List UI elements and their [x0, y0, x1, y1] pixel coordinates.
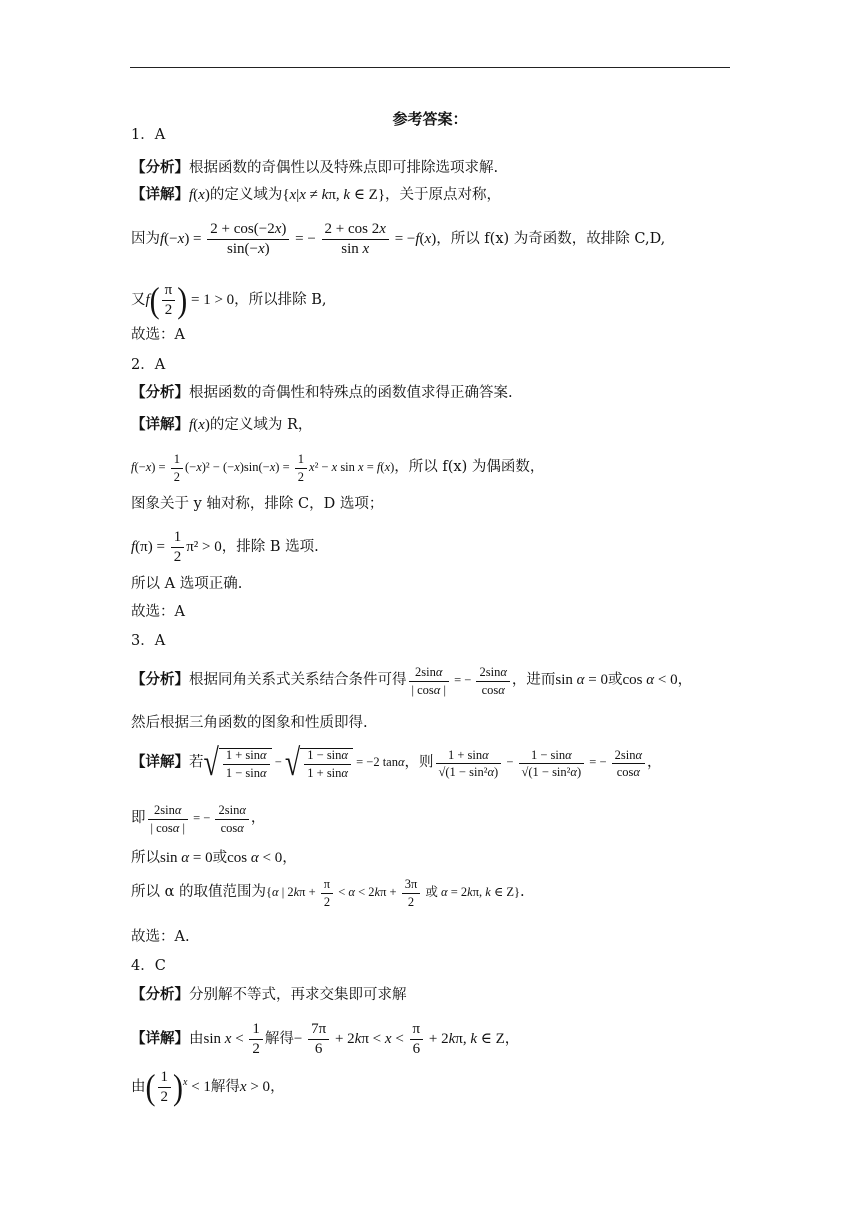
q3-detail-line1: 【详解】若√ $\frac{1 + \sin\alpha}{1 - \sin\alpha}$ − √ $\frac{1 - \sin\alpha}{1 + \sin\alpha}$ = −2 tanα，则 $\frac{1 + \sin\alpha}{\text{√(1 − sin²α)}}$ − $\frac{1 - \sin\alpha}{\text{√(1 − sin²α)}}$ = − $\frac{2\sin\alpha}{\cos\alpha}$ ，: [131, 741, 662, 784]
analysis-tag: 【分析】: [131, 670, 189, 688]
then-text: ，则: [404, 754, 434, 771]
you-text: 由: [131, 1078, 146, 1095]
q4-analysis: [131, 988, 407, 1003]
q3-number: 3．A: [131, 633, 166, 649]
q4-number: 4．C: [131, 958, 166, 974]
q3-analysis: 【分析】根据同角关系式关系结合条件可得 $\frac{2\sin\alpha}{| \cos\alpha |}$ = − $\frac{2\sin\alpha}{\cos\alpha}$ ，进而sin α = 0或cos α < 0，: [131, 665, 693, 697]
q2-analysis: [131, 386, 513, 401]
because-text: 因为: [131, 230, 160, 247]
or-text: 或: [608, 671, 623, 688]
analysis-text: 根据同角关系式关系结合条件可得: [189, 671, 407, 688]
detail-tag: 【详解】: [131, 1029, 189, 1047]
jiede-text: 解得: [264, 1030, 294, 1047]
q1-symmetric-text: ，关于原点对称，: [385, 187, 502, 203]
range-prefix: 所以 α 的取值范围为: [131, 883, 267, 900]
detail-tag: 【详解】: [131, 753, 189, 771]
analysis-text: 分别解不等式，再求交集即可求解: [189, 987, 407, 1003]
header-rule: [130, 67, 730, 68]
if-text: 若: [189, 754, 204, 771]
q2-domain-text: 的定义域为 R，: [209, 417, 313, 433]
q1-detail-line3: 又f( $\frac{\pi}{2}$ ) = 1 > 0，所以排除 B,: [131, 280, 327, 320]
q2-symmetry: 图象关于 y 轴对称，排除 C，D 选项；: [131, 496, 384, 512]
or-text: 或: [212, 850, 228, 866]
analysis-text: 根据函数的奇偶性和特殊点的函数值求得正确答案.: [189, 385, 513, 401]
comma: ，: [677, 671, 693, 688]
q4-detail-line2: 由( $\frac{1}{2}$ )$^x$ < 1解得x > 0，: [131, 1067, 285, 1107]
jiede-text: 解得: [210, 1078, 240, 1095]
analysis-text: 根据函数的奇偶性以及特殊点即可排除选项求解.: [189, 160, 499, 176]
q1-answer: 故选：A: [131, 327, 185, 343]
exclude-b-text: ，排除 B 选项.: [221, 538, 319, 555]
analysis-tag: 【分析】: [131, 986, 189, 1003]
detail-tag: 【详解】: [131, 416, 189, 433]
q2-number: 2．A: [131, 357, 166, 373]
q1-analysis: [131, 161, 498, 176]
q1-domain-text: 的定义域为: [209, 187, 283, 203]
q1-number: 1．A: [131, 127, 166, 143]
even-text: ，所以 f(x) 为偶函数，: [394, 458, 545, 475]
you-text: 由: [189, 1030, 204, 1047]
q2-detail-line1: 【详解】f(x)的定义域为 R，: [131, 416, 313, 433]
q3-detail-line4: 所以 α 的取值范围为{α | 2kπ + $\frac{\pi}{2}$ < α < 2kπ + $\frac{3\pi}{2}$ 或 α = 2kπ, k ∈ Z}.: [131, 877, 525, 909]
odd-text: ，所以 f(x) 为奇函数，故排除 C,D,: [436, 230, 666, 247]
q4-detail-line1: 【详解】由sin x < $\frac{1}{2}$ 解得− $\frac{7\pi}{6}$ + 2kπ < x < $\frac{\pi}{6}$ + 2kπ, k ∈ Z，: [131, 1021, 520, 1057]
q2-conclusion: 所以 A 选项正确.: [131, 576, 243, 592]
analysis-tag: 【分析】: [131, 159, 189, 176]
ji-text: 即: [131, 809, 146, 826]
q1-detail-line1: 【详解】f(x)的定义域为{x|x ≠ kπ, k ∈ Z}，关于原点对称，: [131, 186, 502, 203]
then-text: ，进而: [511, 671, 556, 688]
q3-detail-line2: 即 $\frac{2\sin\alpha}{| \cos\alpha |}$ = − $\frac{2\sin\alpha}{\cos\alpha}$ ，: [131, 803, 266, 835]
q2-detail-line2: f(−x) = $\frac{1}{2}$ (−x)² − (−x)sin(−x) = $\frac{1}{2}$ x² − x sin x = f(x)，所以 f(x) 为偶函数，: [131, 452, 545, 484]
q3-answer: 故选：A.: [131, 929, 190, 945]
q2-answer: 故选：A: [131, 604, 185, 620]
q3-detail-line3: 所以sin α = 0或cos α < 0，: [131, 850, 297, 866]
exclude-b-text: ，所以排除 B,: [234, 291, 327, 308]
also-text: 又: [131, 291, 146, 308]
q1-detail-line2: 因为f(−x) = $\frac{2 + \cos(-2x)}{\sin(-x)}$ = − $\frac{2 + \cos 2x}{\text{sin x}}$ = −f(x)，所以 f(x) 为奇函数，故排除 C,D,: [131, 221, 666, 257]
suoyi-text: 所以: [131, 850, 160, 866]
q2-detail-line4: f(π) = $\frac{1}{2}$ π² > 0，排除 B 选项.: [131, 529, 319, 565]
analysis-tag: 【分析】: [131, 384, 189, 401]
detail-tag: 【详解】: [131, 186, 189, 203]
q3-analysis-line2: 然后根据三角函数的图象和性质即得.: [131, 715, 368, 731]
page-title: 参考答案：: [392, 110, 468, 128]
